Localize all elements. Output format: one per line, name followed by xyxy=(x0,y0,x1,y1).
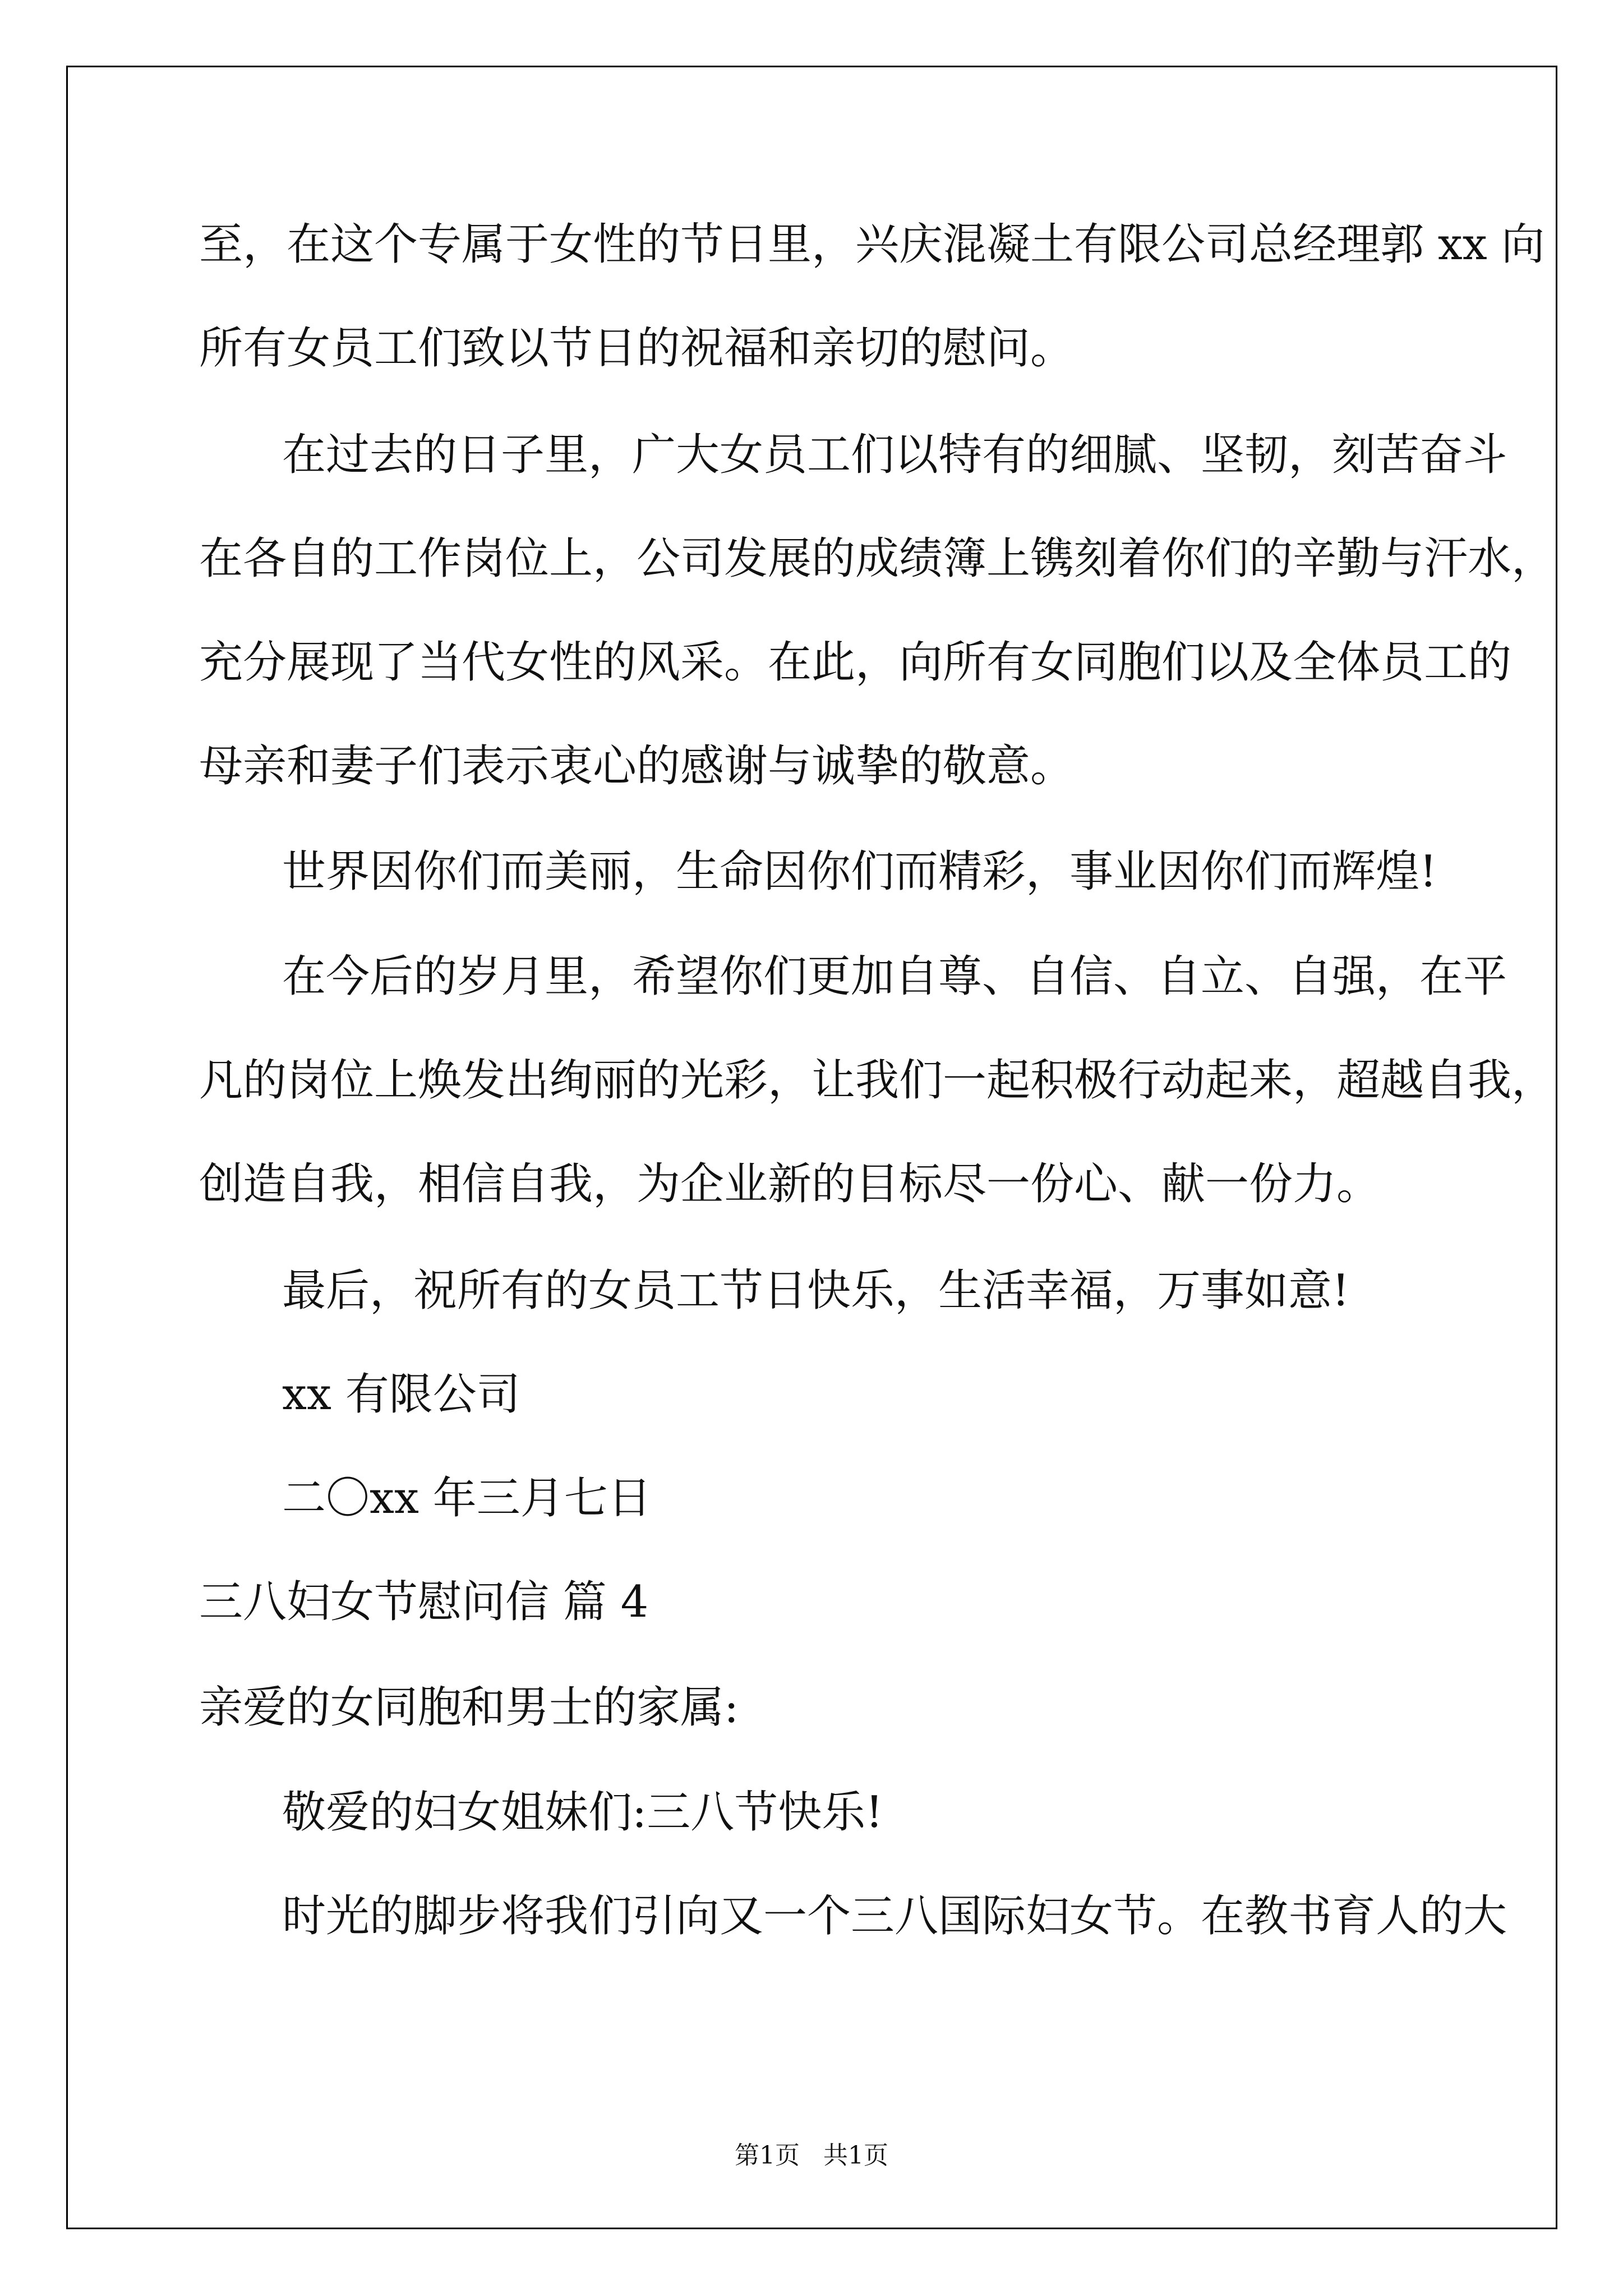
paragraph-line: 至，在这个专属于女性的节日里，兴庆混凝土有限公司总经理郭 xx 向 xyxy=(199,219,1545,270)
page-number-footer: 第1页 共1页 xyxy=(735,2141,888,2170)
paragraph-line: 敬爱的妇女姐妹们:三八节快乐! xyxy=(282,1787,883,1838)
paragraph-line: 充分展现了当代女性的风采。在此，向所有女同胞们以及全体员工的 xyxy=(199,637,1512,688)
paragraph-line: 时光的脚步将我们引向又一个三八国际妇女节。在教书育人的大 xyxy=(282,1891,1507,1941)
paragraph-line: 最后，祝所有的女员工节日快乐，生活幸福，万事如意! xyxy=(282,1266,1350,1316)
salutation: 亲爱的女同胞和男士的家属: xyxy=(199,1682,739,1733)
paragraph-line: 在今后的岁月里，希望你们更加自尊、自信、自立、自强，在平 xyxy=(282,951,1507,1002)
paragraph-line: 创造自我，相信自我，为企业新的目标尽一份心、献一份力。 xyxy=(199,1159,1381,1209)
signature-company: xx 有限公司 xyxy=(282,1369,520,1420)
paragraph-line: 世界因你们而美丽，生命因你们而精彩，事业因你们而辉煌! xyxy=(282,846,1437,897)
paragraph-line: 凡的岗位上焕发出绚丽的光彩，让我们一起积极行动起来，超越自我， xyxy=(199,1055,1556,1106)
section-heading: 三八妇女节慰问信 篇 4 xyxy=(199,1577,649,1627)
signature-date: 二〇xx 年三月七日 xyxy=(282,1473,652,1524)
paragraph-line: 在各自的工作岗位上，公司发展的成绩簿上镌刻着你们的辛勤与汗水， xyxy=(199,533,1556,584)
paragraph-line: 在过去的日子里，广大女员工们以特有的细腻、坚韧，刻苦奋斗 xyxy=(282,430,1507,480)
paragraph-line: 所有女员工们致以节日的祝福和亲切的慰问。 xyxy=(199,323,1075,374)
paragraph-line: 母亲和妻子们表示衷心的感谢与诚挚的敬意。 xyxy=(199,741,1075,792)
